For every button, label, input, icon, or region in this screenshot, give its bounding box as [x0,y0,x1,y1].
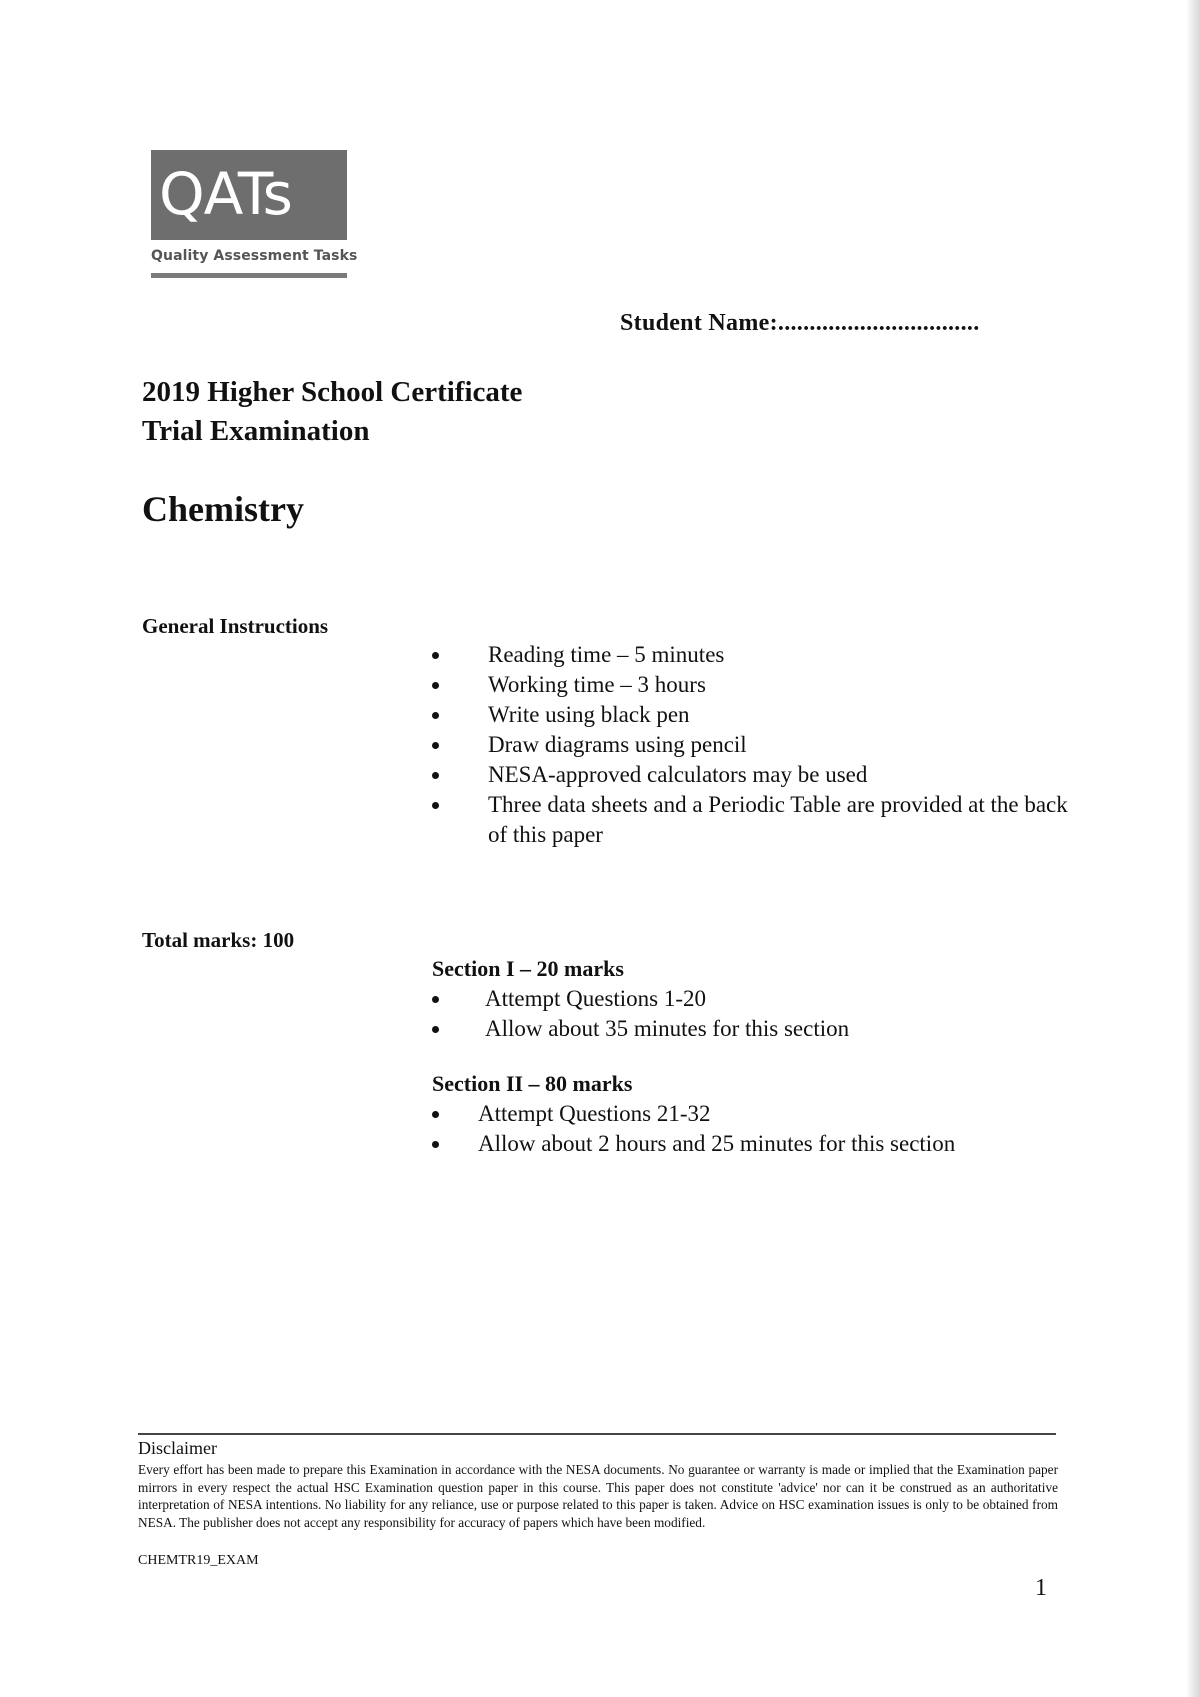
instruction-text: Working time – 3 hours [488,672,706,697]
bullet-icon [432,712,439,719]
section2-list [432,1099,1072,1159]
bullet-icon [432,652,439,659]
list-item [432,1014,1072,1044]
logo-underline [151,273,347,278]
section1-heading: Section I – 20 marks [432,956,624,981]
section-item-text: Allow about 35 minutes for this section [485,1016,850,1041]
bullet-icon [432,1141,439,1148]
disclaimer-title: Disclaimer [138,1438,217,1458]
logo-mark: QATs [159,160,292,228]
section-item-text: Attempt Questions 1-20 [485,986,707,1011]
disclaimer-body: Every effort has been made to prepare this Examination in accordance with the NESA documents. No guarantee or warranty is made or implied that the Examination paper mirrors in every respect the actual HSC Examination question paper in this course. This paper does not constitute 'advice' nor can it be construed as an authoritative interpretation of NESA intentions. No liability for any reliance, use or purpose related to this paper is taken. Advice on HSC examination issues is only to be obtained from NESA. The publisher does not accept any responsibility for accuracy of papers which have been modified. [138,1462,1058,1530]
total-marks: Total marks: 100 [142,928,295,952]
student-name-field: Student Name:................................ [620,310,980,336]
instruction-text: Three data sheets and a Periodic Table are provided at the back of this paper [488,792,1068,847]
list-item [432,640,1072,670]
bullet-icon [432,802,439,809]
instruction-text: Write using black pen [488,702,690,727]
list-item [432,790,1072,850]
instruction-text: NESA-approved calculators may be used [488,762,868,787]
bullet-icon [432,742,439,749]
bullet-icon [432,1026,439,1033]
list-item [432,700,1072,730]
disclaimer-divider [138,1433,1056,1435]
exam-title-line1: 2019 Higher School Certificate [142,376,523,408]
page-number: 1 [1035,1575,1047,1601]
qats-logo [151,150,347,240]
section2-heading: Section II – 80 marks [432,1071,633,1096]
logo-subtitle: Quality Assessment Tasks [151,248,358,264]
list-item [432,730,1072,760]
bullet-icon [432,682,439,689]
list-item [432,760,1072,790]
section1-list [432,984,1072,1044]
page-edge-shadow [1186,0,1200,1697]
bullet-icon [432,996,439,1003]
exam-title-line2: Trial Examination [142,415,370,447]
bullet-icon [432,1111,439,1118]
bullet-icon [432,772,439,779]
section-item-text: Allow about 2 hours and 25 minutes for this section [478,1131,956,1156]
instruction-text: Reading time – 5 minutes [488,642,725,667]
general-instructions-label: General Instructions [142,614,329,638]
subject-title: Chemistry [142,489,304,529]
document-code: CHEMTR19_EXAM [138,1553,259,1568]
list-item [432,1099,1072,1129]
list-item [432,984,1072,1014]
list-item [432,670,1072,700]
instruction-text: Draw diagrams using pencil [488,732,747,757]
general-instructions-list [432,640,1072,850]
section-item-text: Attempt Questions 21-32 [478,1101,711,1126]
list-item [432,1129,1072,1159]
